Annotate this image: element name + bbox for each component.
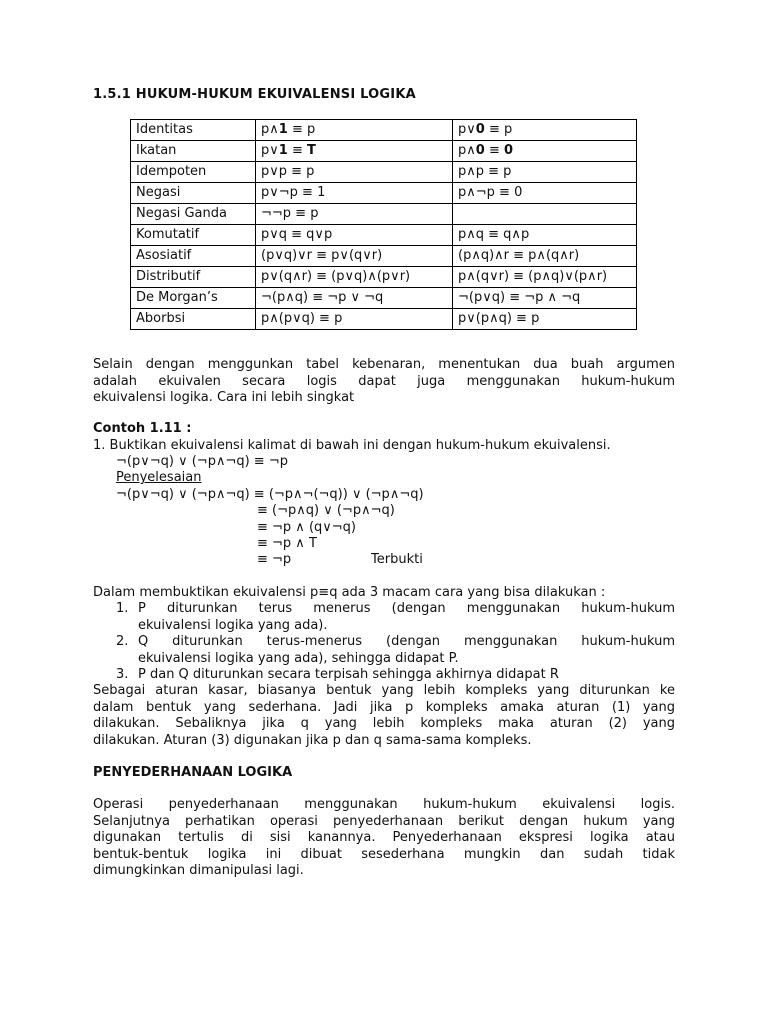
law-name-cell: Ikatan <box>131 141 256 162</box>
table-row <box>131 162 637 183</box>
law-form-1-cell: p∧(p∨q) ≡ p <box>256 309 453 330</box>
law-form-1-cell: ¬¬p ≡ p <box>256 204 453 225</box>
law-form-2-cell: p∨0 ≡ p <box>453 120 637 141</box>
text-line: adalah ekuivalen secara logis dapat juga menggunakan hukum-hukum <box>93 373 675 389</box>
law-form-1-cell: p∨p ≡ p <box>256 162 453 183</box>
table-row <box>131 288 637 309</box>
table-row <box>131 309 637 330</box>
law-form-2-cell: p∧¬p ≡ 0 <box>453 183 637 204</box>
simplification-heading: PENYEDERHANAAN LOGIKA <box>93 765 293 780</box>
law-form-1-cell: p∨(q∧r) ≡ (p∨q)∧(p∨r) <box>256 267 453 288</box>
law-form-1-cell: p∨1 ≡ T <box>256 141 453 162</box>
table-row <box>131 267 637 288</box>
text-line: dimungkinkan dimanipulasi lagi. <box>93 863 304 878</box>
methods-intro: Dalam membuktikan ekuivalensi p≡q ada 3 macam cara yang bisa dilakukan : <box>93 585 606 600</box>
rule-paragraph <box>93 683 675 749</box>
law-form-2-cell: (p∧q)∧r ≡ p∧(q∧r) <box>453 246 637 267</box>
law-name-cell: Negasi Ganda <box>131 204 256 225</box>
text-line: P diturunkan terus menerus (dengan menggunakan hukum-hukum <box>138 601 675 616</box>
proven-label: Terbukti <box>371 552 423 567</box>
example-item: 1. Buktikan ekuivalensi kalimat di bawah ini dengan hukum-hukum ekuivalensi. <box>93 438 611 453</box>
law-form-2-cell: p∧q ≡ q∧p <box>453 225 637 246</box>
intro-paragraph <box>93 357 675 407</box>
solution-label: Penyelesaian <box>116 470 202 485</box>
law-form-1-cell: p∨¬p ≡ 1 <box>256 183 453 204</box>
text-line: dilakukan. Aturan (3) digunakan jika p dan q sama-sama kompleks. <box>93 732 532 748</box>
text-line: Q diturunkan terus-menerus (dengan menggunakan hukum-hukum <box>138 634 675 649</box>
law-name-cell: Asosiatif <box>131 246 256 267</box>
example-statement: ¬(p∨¬q) ∨ (¬p∧¬q) ≡ ¬p <box>116 454 288 469</box>
text-line: dilakukan. Sebaliknya jika q yang lebih kompleks maka aturan (2) yang <box>93 716 675 731</box>
text-line: dalam bentuk yang sederhana. Jadi jika p kompleks amaka aturan (1) yang <box>93 699 675 715</box>
proof-step: ≡ ¬p ∧ T <box>257 536 317 551</box>
law-name-cell: De Morgan’s <box>131 288 256 309</box>
law-form-2-cell: p∧p ≡ p <box>453 162 637 183</box>
method-item <box>138 601 675 634</box>
text-line: ekuivalensi logika yang ada), sehingga didapat P. <box>138 650 459 666</box>
section-heading: 1.5.1 HUKUM-HUKUM EKUIVALENSI LOGIKA <box>93 87 416 102</box>
law-name-cell: Aborbsi <box>131 309 256 330</box>
table-row <box>131 246 637 267</box>
proof-step: ≡ ¬p <box>257 552 292 567</box>
method-item <box>138 634 675 667</box>
text-line: digunakan tertulis di sisi kanannya. Penyederhanaan ekspresi logika atau <box>93 830 675 845</box>
law-form-2-cell: p∨(p∧q) ≡ p <box>453 309 637 330</box>
equivalence-laws-table <box>130 119 637 330</box>
text-line: Operasi penyederhanaan menggunakan hukum-hukum ekuivalensi logis. <box>93 797 675 812</box>
text-line: Selanjutnya perhatikan operasi penyederhanaan berikut dengan hukum yang <box>93 813 675 829</box>
law-form-2-cell: p∧0 ≡ 0 <box>453 141 637 162</box>
law-form-1-cell: (p∨q)∨r ≡ p∨(q∨r) <box>256 246 453 267</box>
law-name-cell: Negasi <box>131 183 256 204</box>
table-row <box>131 183 637 204</box>
proof-step: ≡ ¬p ∧ (q∨¬q) <box>257 520 357 535</box>
proof-first-line: ¬(p∨¬q) ∨ (¬p∧¬q) ≡ (¬p∧¬(¬q)) ∨ (¬p∧¬q) <box>116 487 424 502</box>
text-line: Sebagai aturan kasar, biasanya bentuk yang lebih kompleks yang diturunkan ke <box>93 683 675 698</box>
law-form-1-cell: p∧1 ≡ p <box>256 120 453 141</box>
text-line: ekuivalensi logika. Cara ini lebih singkat <box>93 390 355 405</box>
table-row <box>131 120 637 141</box>
proof-step: ≡ (¬p∧q) ∨ (¬p∧¬q) <box>257 503 395 518</box>
law-form-2-cell: p∧(q∨r) ≡ (p∧q)∨(p∧r) <box>453 267 637 288</box>
method-number: 2. <box>116 634 129 649</box>
law-form-2-cell <box>453 204 637 225</box>
law-name-cell: Idempoten <box>131 162 256 183</box>
law-form-1-cell: ¬(p∧q) ≡ ¬p ∨ ¬q <box>256 288 453 309</box>
text-line: ekuivalensi logika yang ada). <box>138 617 328 633</box>
example-title: Contoh 1.11 : <box>93 421 192 436</box>
method-number: 3. <box>116 667 129 682</box>
method-item: P dan Q diturunkan secara terpisah sehingga akhirnya didapat R <box>138 667 559 682</box>
text-line: Selain dengan menggunkan tabel kebenaran, menentukan dua buah argumen <box>93 357 675 372</box>
table-row <box>131 204 637 225</box>
law-name-cell: Distributif <box>131 267 256 288</box>
law-name-cell: Identitas <box>131 120 256 141</box>
simplification-paragraph <box>93 797 675 880</box>
law-form-1-cell: p∨q ≡ q∨p <box>256 225 453 246</box>
method-number: 1. <box>116 601 129 616</box>
law-form-2-cell: ¬(p∨q) ≡ ¬p ∧ ¬q <box>453 288 637 309</box>
table-row <box>131 141 637 162</box>
text-line: bentuk-bentuk logika ini dibuat sesederhana mungkin dan sudah tidak <box>93 846 675 862</box>
law-name-cell: Komutatif <box>131 225 256 246</box>
table-row <box>131 225 637 246</box>
